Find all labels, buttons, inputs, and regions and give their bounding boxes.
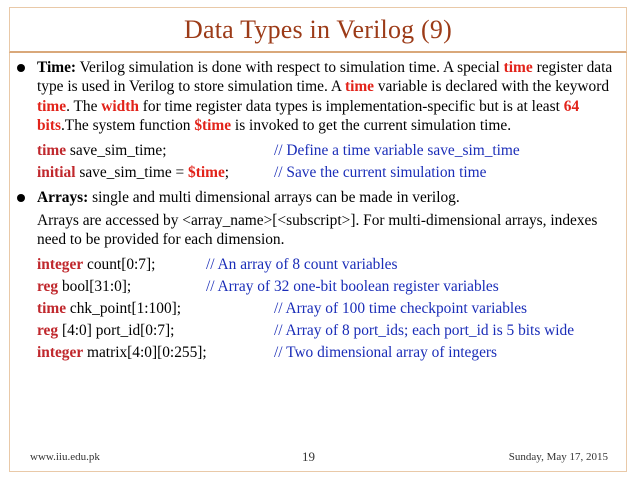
array-code-line xyxy=(14,276,626,298)
code-comment: // Define a time variable save_sim_time xyxy=(274,141,520,159)
code-statement: bool[31:0]; xyxy=(58,277,132,295)
bullet-icon xyxy=(17,194,25,202)
code-keyword: time xyxy=(37,141,67,159)
bullet-icon xyxy=(17,64,25,72)
array-code-line xyxy=(14,298,626,320)
slide-content xyxy=(14,58,626,364)
time-text-4: . The xyxy=(66,97,102,115)
code-keyword: integer xyxy=(37,343,84,361)
code-systime: $time xyxy=(188,163,225,181)
footer-date: Sunday, May 17, 2015 xyxy=(508,451,608,463)
time-keyword-2: time xyxy=(344,78,375,96)
code-comment: // Array of 8 port_ids; each port_id is 5 bits wide xyxy=(274,321,575,339)
time-text-2: register data type is used in Verilog to store simulation time. A xyxy=(37,59,613,96)
code-keyword: initial xyxy=(37,163,76,181)
code-keyword: reg xyxy=(37,321,59,339)
time-text-5: for time register data types is implementation-specific but is at least xyxy=(138,97,564,115)
code-statement: save_sim_time; xyxy=(66,141,167,159)
code-statement: [4:0] port_id[0:7]; xyxy=(58,321,175,339)
code-comment: // Two dimensional array of integers xyxy=(274,343,498,361)
time-code-line xyxy=(14,162,626,184)
time-text-1: Verilog simulation is done with respect to simulation time. A special xyxy=(76,59,504,76)
array-code-line xyxy=(14,342,626,364)
arrays-bullet xyxy=(14,188,626,207)
code-comment: // Array of 32 one-bit boolean register variables xyxy=(206,277,499,295)
time-keyword-3: time xyxy=(37,97,67,115)
code-keyword: time xyxy=(37,299,67,317)
footer-website: www.iiu.edu.pk xyxy=(30,451,100,463)
array-code-line xyxy=(14,254,626,276)
time-bullet xyxy=(14,58,626,136)
slide-title: Data Types in Verilog (9) xyxy=(184,14,452,44)
code-comment: // An array of 8 count variables xyxy=(206,255,398,273)
time-keyword-width: width xyxy=(101,97,139,115)
arrays-heading: Arrays: xyxy=(37,188,89,206)
time-keyword-1: time xyxy=(503,59,533,76)
code-statement: matrix[4:0][0:255]; xyxy=(83,343,207,361)
code-comment: // Array of 100 time checkpoint variables xyxy=(274,299,528,317)
arrays-text: single and multi dimensional arrays can be made in verilog. xyxy=(88,188,460,206)
footer-page-number: 19 xyxy=(302,449,315,464)
title-bar xyxy=(9,7,627,53)
time-text-3: variable is declared with the keyword xyxy=(374,78,610,96)
array-code-line xyxy=(14,320,626,342)
time-text-7: is invoked to get the current simulation time. xyxy=(231,117,512,135)
code-statement: save_sim_time = xyxy=(75,163,189,181)
code-statement: count[0:7]; xyxy=(83,255,156,273)
time-keyword-64bits: 64 bits xyxy=(37,97,580,135)
time-code-line xyxy=(14,140,626,162)
time-text-6: .The system function xyxy=(60,117,195,135)
code-statement: chk_point[1:100]; xyxy=(66,299,182,317)
code-keyword: reg xyxy=(37,277,59,295)
code-keyword: integer xyxy=(37,255,84,273)
time-heading: Time: xyxy=(37,59,77,76)
code-semicolon: ; xyxy=(224,163,230,181)
arrays-paragraph: Arrays are accessed by <array_name>[<subscript>]. For multi-dimensional arrays, indexes need to be provided for each dimension. xyxy=(37,212,598,249)
time-keyword-systime: $time xyxy=(194,117,232,135)
code-comment: // Save the current simulation time xyxy=(274,163,487,181)
